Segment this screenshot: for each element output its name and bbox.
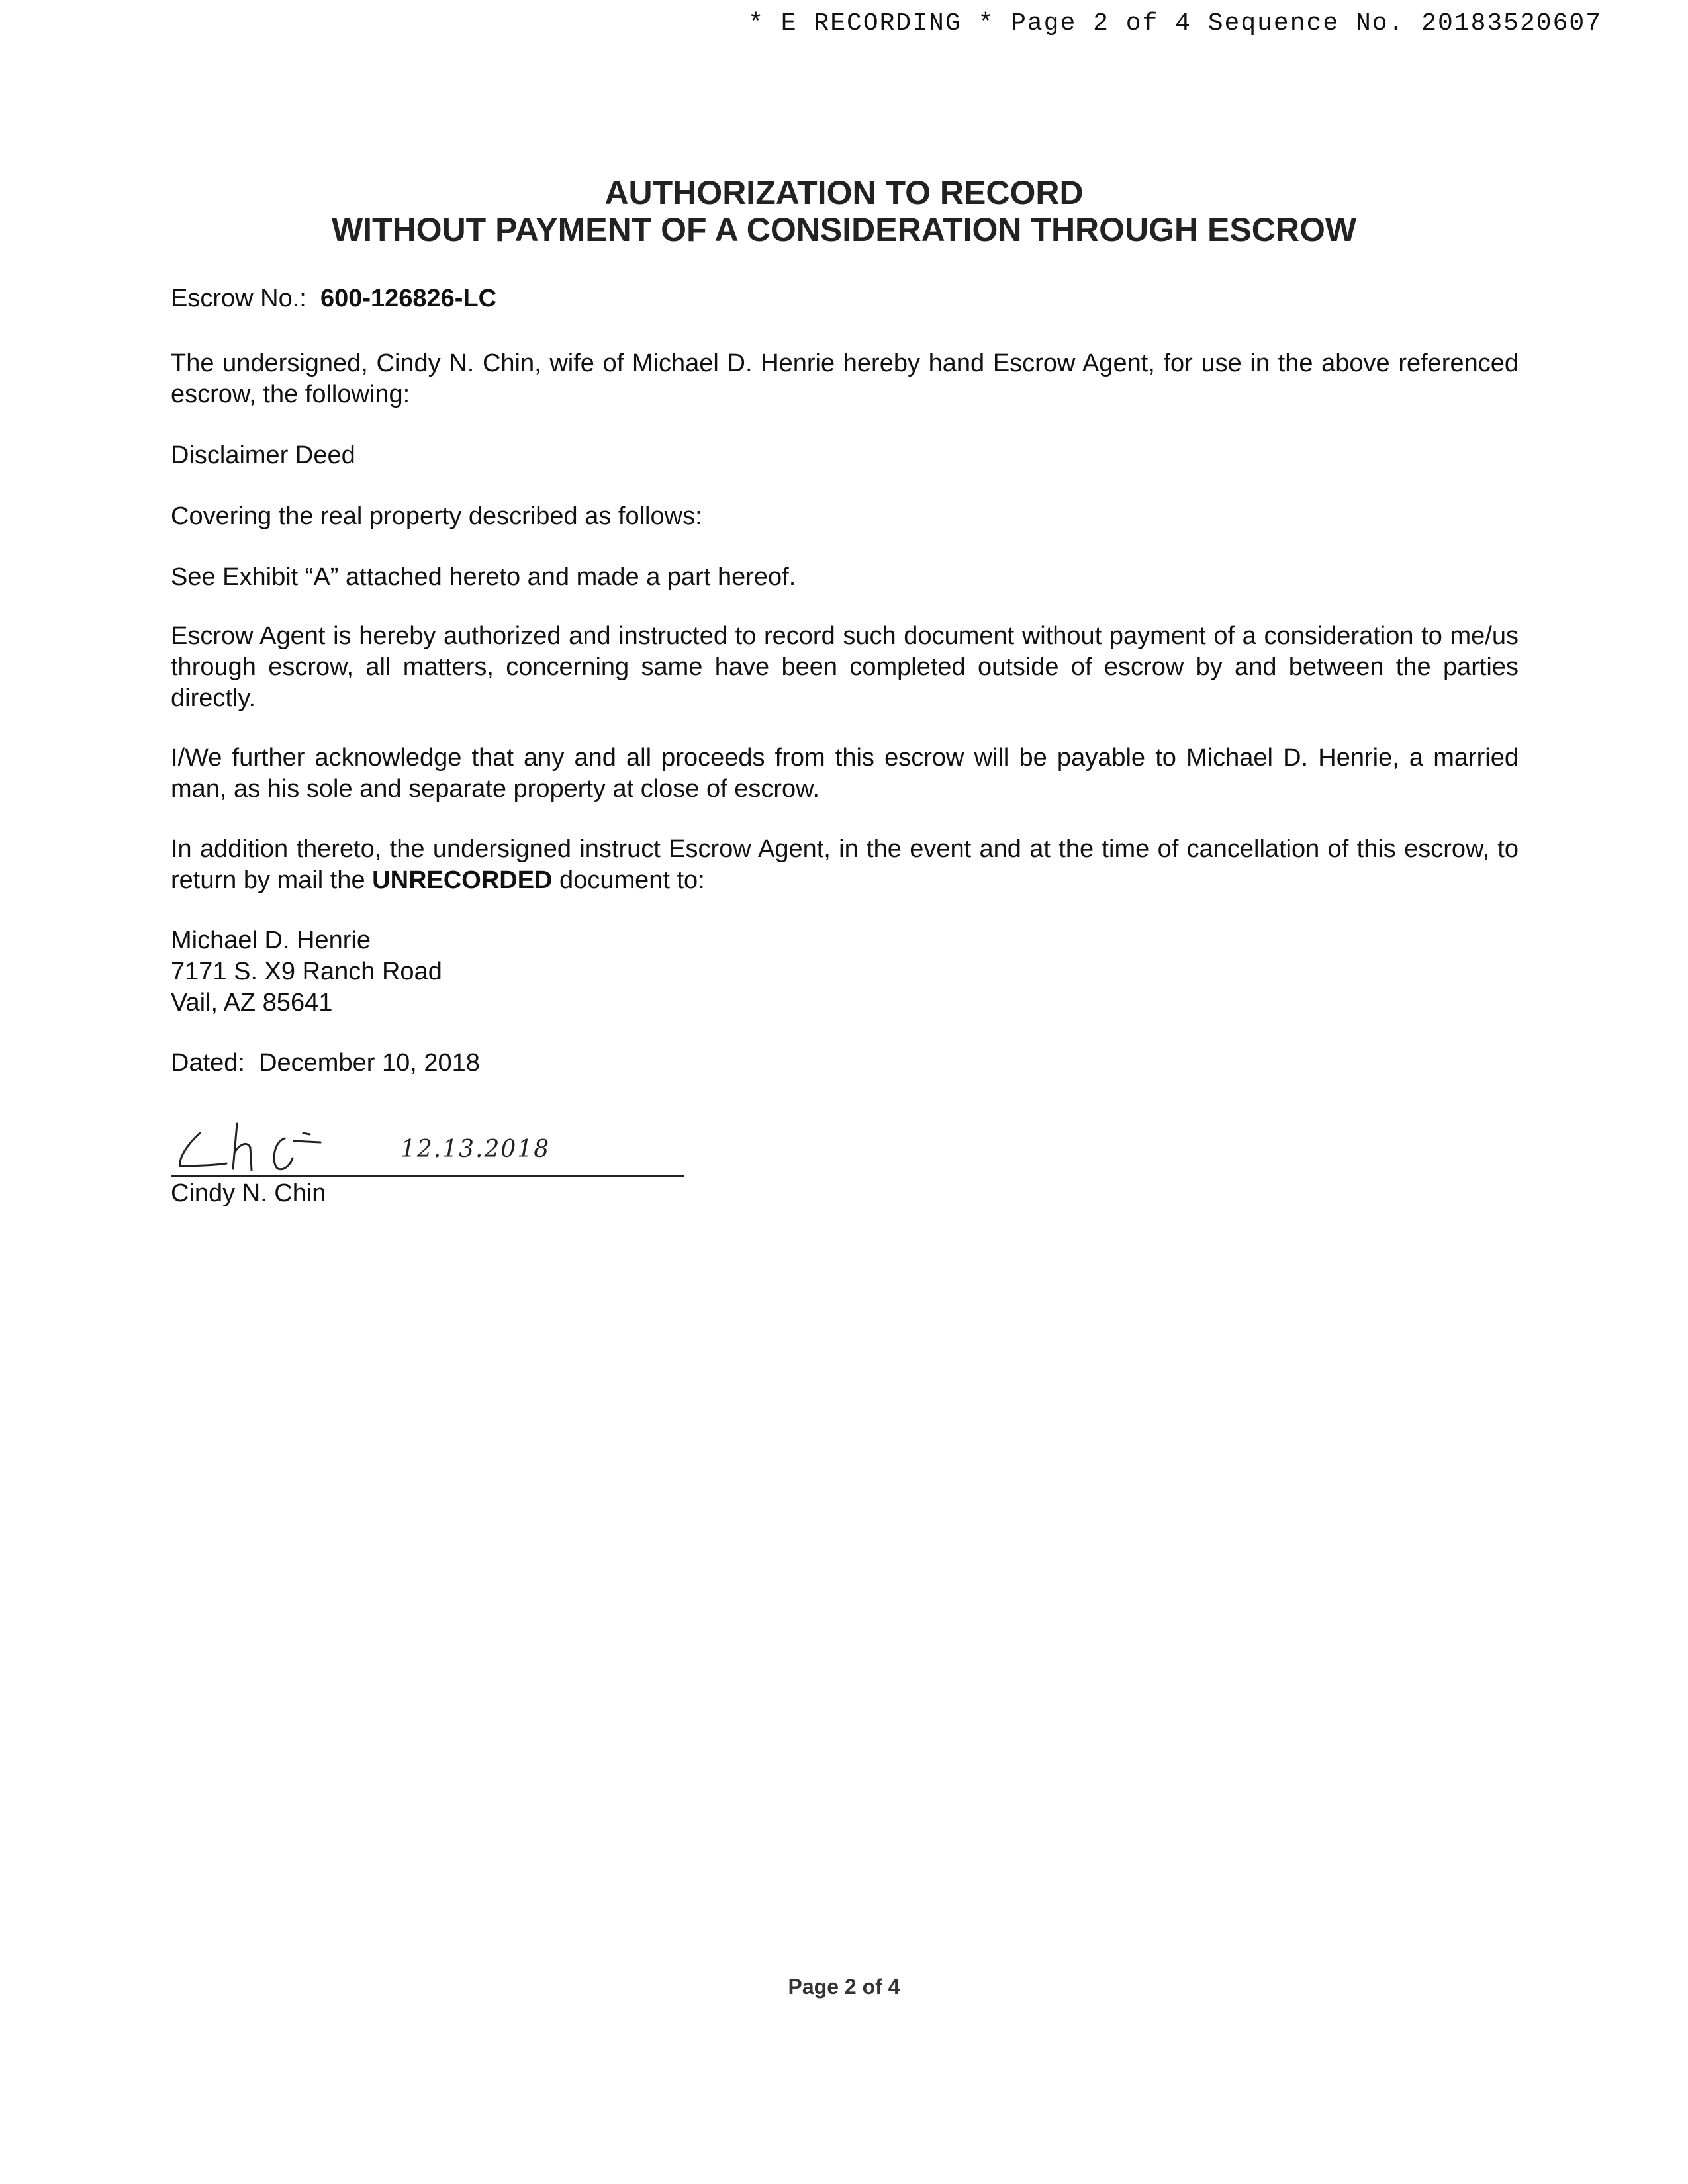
intro-paragraph: The undersigned, Cindy N. Chin, wife of Michael D. Henrie hereby hand Escrow Agent, for use in the above referenced escrow, the following:: [171, 349, 1519, 408]
authorization-paragraph: Escrow Agent is hereby authorized and instructed to record such document without payment of a consideration to me/us through escrow, all matters, concerning same have been completed outside of escrow by and between the parties directly.: [171, 622, 1519, 712]
escrow-number-line: [171, 283, 1519, 314]
escrow-number: 600-126826-LC: [320, 285, 497, 312]
unrecorded-emphasis: UNRECORDED: [372, 866, 553, 894]
dated-label: Dated:: [171, 1049, 245, 1077]
dated-line: [171, 1048, 1519, 1079]
covering-paragraph: Covering the real property described as follows:: [171, 502, 702, 530]
dated-value: December 10, 2018: [259, 1049, 480, 1077]
recording-header: * E RECORDING * Page 2 of 4 Sequence No. 20183520607: [748, 9, 1602, 38]
signer-name: Cindy N. Chin: [171, 1179, 326, 1207]
address-city: Vail, AZ 85641: [171, 989, 333, 1017]
cancellation-text-end: document to:: [552, 866, 705, 894]
document-title: AUTHORIZATION TO RECORD: [604, 174, 1084, 211]
address-name: Michael D. Henrie: [171, 927, 371, 954]
cancellation-text: In addition thereto, the undersigned instruct Escrow Agent, in the event and at the time of cancellation of this escrow, to return by mail the: [171, 835, 1519, 894]
handwritten-date: 12.13.2018: [400, 1136, 551, 1163]
exhibit-paragraph: See Exhibit “A” attached hereto and made a part hereof.: [171, 563, 796, 591]
return-address: [171, 925, 1519, 1019]
address-street: 7171 S. X9 Ranch Road: [171, 958, 442, 985]
cancellation-paragraph: [171, 834, 1519, 896]
acknowledge-paragraph: I/We further acknowledge that any and all proceeds from this escrow will be payable to Michael D. Henrie, a married man, as his sole and separate property at close of escrow.: [171, 744, 1519, 803]
document-subtitle: WITHOUT PAYMENT OF A CONSIDERATION THROUGH ESCROW: [331, 211, 1357, 248]
page-number: Page 2 of 4: [788, 1975, 900, 1999]
escrow-label: Escrow No.:: [171, 285, 306, 312]
handwritten-signature: [173, 1118, 346, 1178]
signature-line: [171, 1175, 684, 1177]
document-type: Disclaimer Deed: [171, 441, 355, 469]
